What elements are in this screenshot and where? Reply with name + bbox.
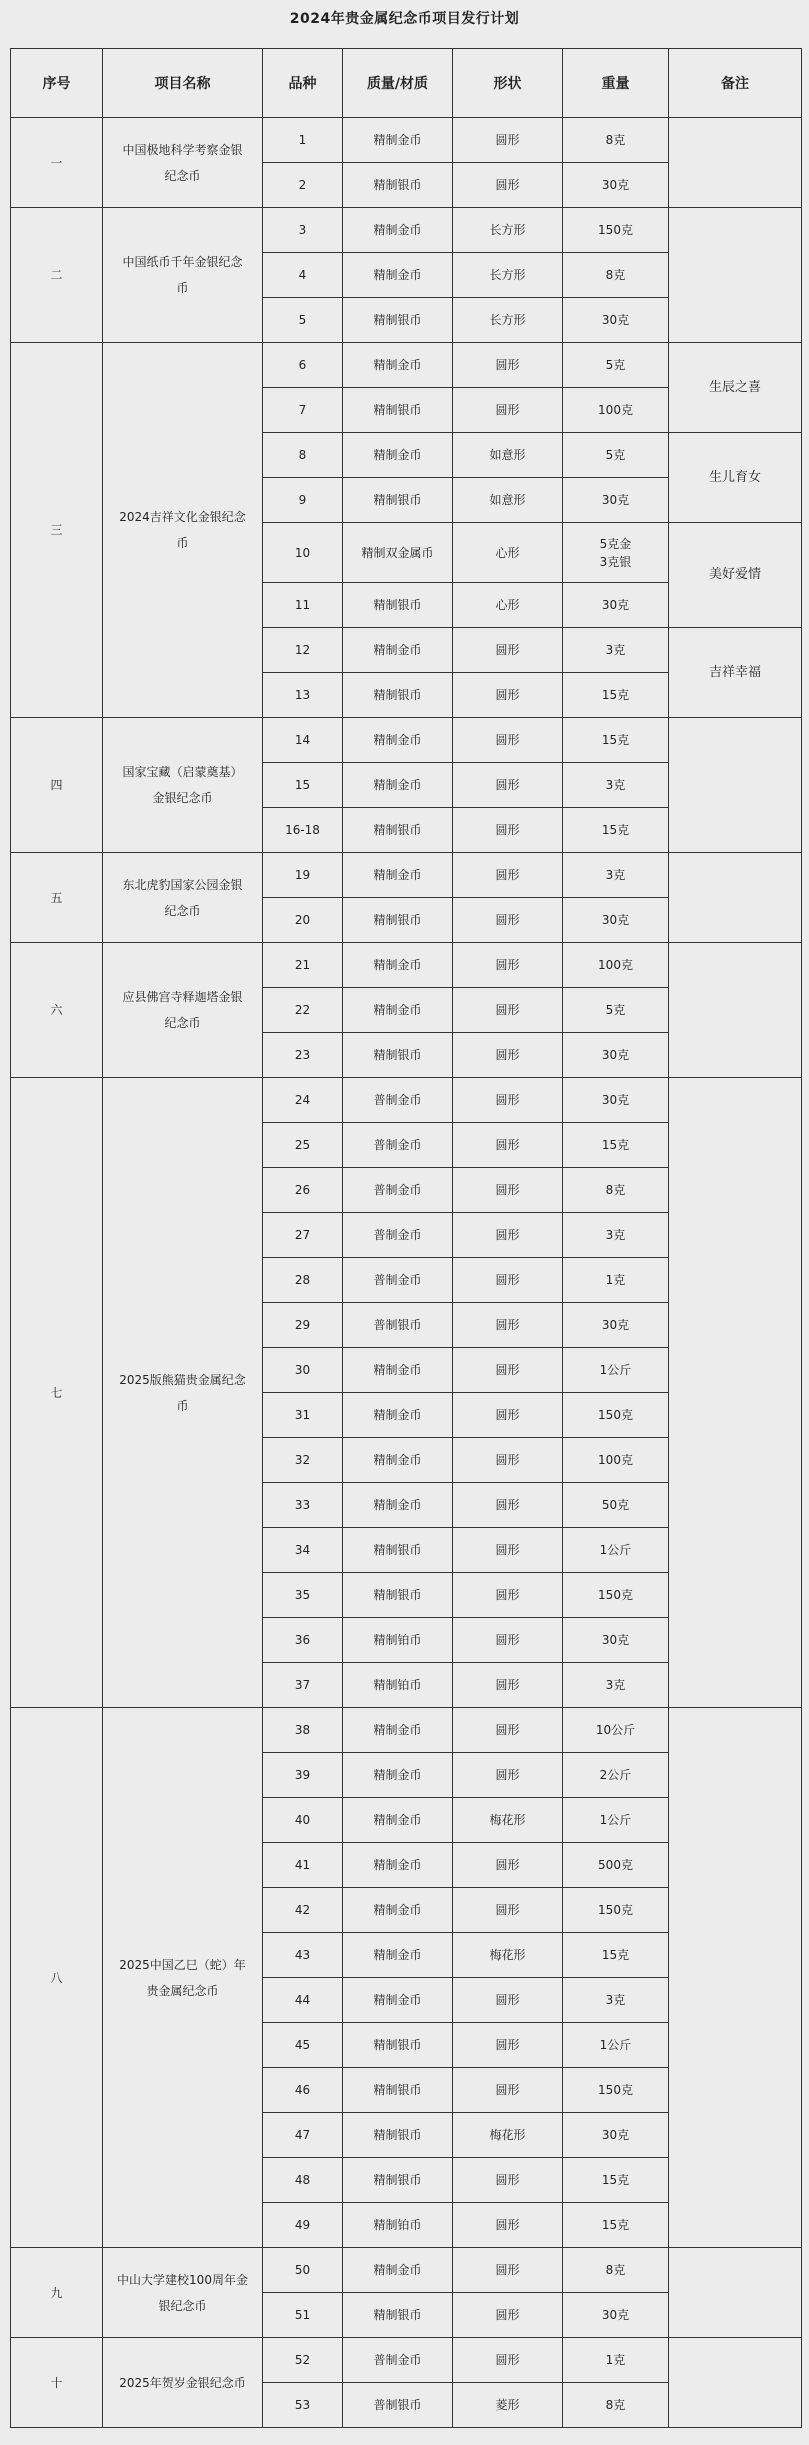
variety-cell: 13 [263,673,343,718]
variety-cell: 46 [263,2068,343,2113]
material-cell: 精制金币 [343,1438,453,1483]
material-cell: 精制银币 [343,2293,453,2338]
material-cell: 精制银币 [343,2158,453,2203]
seq-cell: 九 [11,2248,103,2338]
variety-cell: 53 [263,2383,343,2428]
seq-cell: 七 [11,1078,103,1708]
variety-cell: 14 [263,718,343,763]
weight-cell: 1公斤 [563,1528,669,1573]
shape-cell: 圆形 [453,1528,563,1573]
material-cell: 精制金币 [343,763,453,808]
shape-cell: 圆形 [453,763,563,808]
weight-cell: 30克 [563,2293,669,2338]
material-cell: 精制银币 [343,2068,453,2113]
project-name-cell: 应县佛宫寺释迦塔金银纪念币 [103,943,263,1078]
shape-cell: 圆形 [453,1033,563,1078]
table-row [11,2248,802,2293]
shape-cell: 圆形 [453,898,563,943]
weight-cell: 100克 [563,943,669,988]
material-cell: 精制金币 [343,1708,453,1753]
weight-cell: 5克 [563,343,669,388]
shape-cell: 圆形 [453,1618,563,1663]
table-row [11,208,802,253]
weight-cell: 8克 [563,1168,669,1213]
remark-cell [669,208,802,343]
table-row [11,718,802,763]
shape-cell: 圆形 [453,1708,563,1753]
table-row [11,1708,802,1753]
variety-cell: 39 [263,1753,343,1798]
variety-cell: 15 [263,763,343,808]
variety-cell: 3 [263,208,343,253]
weight-cell: 150克 [563,208,669,253]
material-cell: 精制金币 [343,853,453,898]
shape-cell: 圆形 [453,1843,563,1888]
variety-cell: 41 [263,1843,343,1888]
weight-cell: 3克 [563,1663,669,1708]
header-weight: 重量 [563,49,669,118]
remark-cell [669,1708,802,2248]
material-cell: 精制金币 [343,1348,453,1393]
variety-cell: 5 [263,298,343,343]
issuance-table [10,48,802,2428]
shape-cell: 长方形 [453,298,563,343]
shape-cell: 圆形 [453,388,563,433]
material-cell: 精制银币 [343,2113,453,2158]
weight-cell: 5克金 3克银 [563,523,669,583]
shape-cell: 圆形 [453,163,563,208]
project-name-cell: 中国纸币千年金银纪念币 [103,208,263,343]
seq-cell: 五 [11,853,103,943]
material-cell: 精制金币 [343,1798,453,1843]
variety-cell: 26 [263,1168,343,1213]
material-cell: 普制金币 [343,1168,453,1213]
remark-cell [669,2338,802,2428]
weight-cell: 1公斤 [563,1348,669,1393]
variety-cell: 21 [263,943,343,988]
weight-cell: 30克 [563,898,669,943]
weight-cell: 30克 [563,1303,669,1348]
shape-cell: 梅花形 [453,2113,563,2158]
project-name-cell: 2025中国乙巳（蛇）年贵金属纪念币 [103,1708,263,2248]
variety-cell: 24 [263,1078,343,1123]
material-cell: 精制银币 [343,298,453,343]
weight-cell: 150克 [563,1888,669,1933]
material-cell: 精制银币 [343,163,453,208]
material-cell: 精制铂币 [343,1618,453,1663]
weight-cell: 5克 [563,433,669,478]
shape-cell: 长方形 [453,253,563,298]
variety-cell: 50 [263,2248,343,2293]
weight-cell: 15克 [563,673,669,718]
variety-cell: 27 [263,1213,343,1258]
remark-cell: 生儿育女 [669,433,802,523]
shape-cell: 如意形 [453,433,563,478]
material-cell: 精制银币 [343,1528,453,1573]
seq-cell: 一 [11,118,103,208]
weight-cell: 15克 [563,1933,669,1978]
shape-cell: 圆形 [453,853,563,898]
project-name-cell: 2025版熊猫贵金属纪念币 [103,1078,263,1708]
weight-cell: 8克 [563,2383,669,2428]
remark-cell: 生辰之喜 [669,343,802,433]
weight-cell: 150克 [563,1393,669,1438]
variety-cell: 11 [263,583,343,628]
page-title: 2024年贵金属纪念币项目发行计划 [289,11,520,27]
header-shape: 形状 [453,49,563,118]
variety-cell: 12 [263,628,343,673]
variety-cell: 6 [263,343,343,388]
variety-cell: 4 [263,253,343,298]
weight-cell: 30克 [563,2113,669,2158]
material-cell: 精制银币 [343,1573,453,1618]
header-variety: 品种 [263,49,343,118]
shape-cell: 长方形 [453,208,563,253]
header-material: 质量/材质 [343,49,453,118]
weight-cell: 30克 [563,1618,669,1663]
weight-cell: 1公斤 [563,1798,669,1843]
shape-cell: 圆形 [453,2023,563,2068]
variety-cell: 19 [263,853,343,898]
material-cell: 精制金币 [343,253,453,298]
shape-cell: 心形 [453,523,563,583]
shape-cell: 圆形 [453,808,563,853]
variety-cell: 25 [263,1123,343,1168]
material-cell: 精制银币 [343,388,453,433]
table-row [11,2338,802,2383]
material-cell: 精制金币 [343,2248,453,2293]
material-cell: 精制双金属币 [343,523,453,583]
shape-cell: 圆形 [453,1303,563,1348]
table-row [11,943,802,988]
material-cell: 精制金币 [343,208,453,253]
material-cell: 精制银币 [343,808,453,853]
variety-cell: 22 [263,988,343,1033]
weight-cell: 30克 [563,1033,669,1078]
shape-cell: 圆形 [453,343,563,388]
material-cell: 精制银币 [343,673,453,718]
material-cell: 精制银币 [343,583,453,628]
weight-cell: 2公斤 [563,1753,669,1798]
remark-cell: 吉祥幸福 [669,628,802,718]
variety-cell: 8 [263,433,343,478]
project-name-cell: 中山大学建校100周年金银纪念币 [103,2248,263,2338]
header-remarks: 备注 [669,49,802,118]
shape-cell: 圆形 [453,1663,563,1708]
shape-cell: 圆形 [453,118,563,163]
material-cell: 精制银币 [343,1033,453,1078]
table-row [11,343,802,388]
variety-cell: 52 [263,2338,343,2383]
material-cell: 精制银币 [343,478,453,523]
variety-cell: 43 [263,1933,343,1978]
variety-cell: 42 [263,1888,343,1933]
shape-cell: 圆形 [453,1078,563,1123]
variety-cell: 37 [263,1663,343,1708]
material-cell: 精制金币 [343,1393,453,1438]
weight-cell: 8克 [563,253,669,298]
material-cell: 精制银币 [343,898,453,943]
variety-cell: 40 [263,1798,343,1843]
material-cell: 精制金币 [343,943,453,988]
remark-cell: 美好爱情 [669,523,802,628]
shape-cell: 圆形 [453,2158,563,2203]
table-row [11,853,802,898]
material-cell: 普制银币 [343,2383,453,2428]
project-name-cell: 2024吉祥文化金银纪念币 [103,343,263,718]
material-cell: 精制金币 [343,433,453,478]
weight-cell: 5克 [563,988,669,1033]
weight-cell: 1克 [563,2338,669,2383]
material-cell: 精制金币 [343,1843,453,1888]
variety-cell: 47 [263,2113,343,2158]
shape-cell: 圆形 [453,1393,563,1438]
weight-cell: 15克 [563,2203,669,2248]
weight-cell: 30克 [563,478,669,523]
shape-cell: 圆形 [453,943,563,988]
shape-cell: 梅花形 [453,1798,563,1843]
material-cell: 普制金币 [343,1258,453,1303]
shape-cell: 圆形 [453,2203,563,2248]
variety-cell: 34 [263,1528,343,1573]
weight-cell: 150克 [563,2068,669,2113]
variety-cell: 30 [263,1348,343,1393]
weight-cell: 3克 [563,1978,669,2023]
weight-cell: 3克 [563,628,669,673]
weight-cell: 1克 [563,1258,669,1303]
variety-cell: 28 [263,1258,343,1303]
seq-cell: 六 [11,943,103,1078]
variety-cell: 35 [263,1573,343,1618]
material-cell: 精制金币 [343,1753,453,1798]
header-project-name: 项目名称 [103,49,263,118]
weight-cell: 30克 [563,583,669,628]
remark-cell [669,118,802,208]
weight-cell: 10公斤 [563,1708,669,1753]
variety-cell: 29 [263,1303,343,1348]
weight-cell: 15克 [563,2158,669,2203]
material-cell: 精制金币 [343,988,453,1033]
weight-cell: 30克 [563,163,669,208]
variety-cell: 31 [263,1393,343,1438]
material-cell: 精制金币 [343,1483,453,1528]
shape-cell: 圆形 [453,718,563,763]
weight-cell: 8克 [563,118,669,163]
shape-cell: 圆形 [453,1483,563,1528]
table-row [11,118,802,163]
weight-cell: 30克 [563,298,669,343]
remark-cell [669,853,802,943]
remark-cell [669,943,802,1078]
shape-cell: 圆形 [453,1348,563,1393]
shape-cell: 圆形 [453,1978,563,2023]
material-cell: 普制金币 [343,2338,453,2383]
variety-cell: 16-18 [263,808,343,853]
material-cell: 普制金币 [343,1078,453,1123]
weight-cell: 100克 [563,1438,669,1483]
project-name-cell: 东北虎豹国家公园金银纪念币 [103,853,263,943]
seq-cell: 四 [11,718,103,853]
weight-cell: 8克 [563,2248,669,2293]
weight-cell: 500克 [563,1843,669,1888]
remark-cell [669,1078,802,1708]
shape-cell: 圆形 [453,673,563,718]
shape-cell: 圆形 [453,1123,563,1168]
remark-cell [669,2248,802,2338]
table-row [11,1078,802,1123]
seq-cell: 三 [11,343,103,718]
shape-cell: 圆形 [453,1573,563,1618]
shape-cell: 心形 [453,583,563,628]
shape-cell: 圆形 [453,2248,563,2293]
variety-cell: 48 [263,2158,343,2203]
variety-cell: 44 [263,1978,343,2023]
material-cell: 精制铂币 [343,1663,453,1708]
weight-cell: 3克 [563,1213,669,1258]
material-cell: 精制金币 [343,1933,453,1978]
material-cell: 精制金币 [343,718,453,763]
weight-cell: 100克 [563,388,669,433]
variety-cell: 23 [263,1033,343,1078]
seq-cell: 十 [11,2338,103,2428]
shape-cell: 圆形 [453,1258,563,1303]
material-cell: 精制金币 [343,1978,453,2023]
shape-cell: 圆形 [453,1213,563,1258]
shape-cell: 圆形 [453,2293,563,2338]
shape-cell: 圆形 [453,1438,563,1483]
weight-cell: 15克 [563,808,669,853]
material-cell: 普制金币 [343,1123,453,1168]
material-cell: 精制金币 [343,628,453,673]
material-cell: 普制金币 [343,1213,453,1258]
variety-cell: 38 [263,1708,343,1753]
variety-cell: 32 [263,1438,343,1483]
project-name-cell: 2025年贺岁金银纪念币 [103,2338,263,2428]
shape-cell: 圆形 [453,2338,563,2383]
weight-cell: 3克 [563,763,669,808]
shape-cell: 圆形 [453,1888,563,1933]
weight-cell: 50克 [563,1483,669,1528]
shape-cell: 圆形 [453,988,563,1033]
weight-cell: 30克 [563,1078,669,1123]
shape-cell: 菱形 [453,2383,563,2428]
material-cell: 精制铂币 [343,2203,453,2248]
project-name-cell: 中国极地科学考察金银纪念币 [103,118,263,208]
shape-cell: 如意形 [453,478,563,523]
variety-cell: 9 [263,478,343,523]
shape-cell: 圆形 [453,1168,563,1213]
project-name-cell: 国家宝藏（启蒙奠基）金银纪念币 [103,718,263,853]
variety-cell: 36 [263,1618,343,1663]
variety-cell: 51 [263,2293,343,2338]
header-row [11,49,802,118]
seq-cell: 二 [11,208,103,343]
weight-cell: 15克 [563,1123,669,1168]
variety-cell: 45 [263,2023,343,2068]
weight-cell: 150克 [563,1573,669,1618]
shape-cell: 圆形 [453,628,563,673]
weight-cell: 15克 [563,718,669,763]
header-seq: 序号 [11,49,103,118]
shape-cell: 圆形 [453,1753,563,1798]
variety-cell: 20 [263,898,343,943]
remark-cell [669,718,802,853]
variety-cell: 1 [263,118,343,163]
weight-cell: 1公斤 [563,2023,669,2068]
seq-cell: 八 [11,1708,103,2248]
shape-cell: 梅花形 [453,1933,563,1978]
variety-cell: 2 [263,163,343,208]
shape-cell: 圆形 [453,2068,563,2113]
weight-cell: 3克 [563,853,669,898]
material-cell: 精制金币 [343,118,453,163]
variety-cell: 7 [263,388,343,433]
material-cell: 精制金币 [343,343,453,388]
material-cell: 普制银币 [343,1303,453,1348]
variety-cell: 33 [263,1483,343,1528]
variety-cell: 10 [263,523,343,583]
variety-cell: 49 [263,2203,343,2248]
material-cell: 精制金币 [343,1888,453,1933]
material-cell: 精制银币 [343,2023,453,2068]
